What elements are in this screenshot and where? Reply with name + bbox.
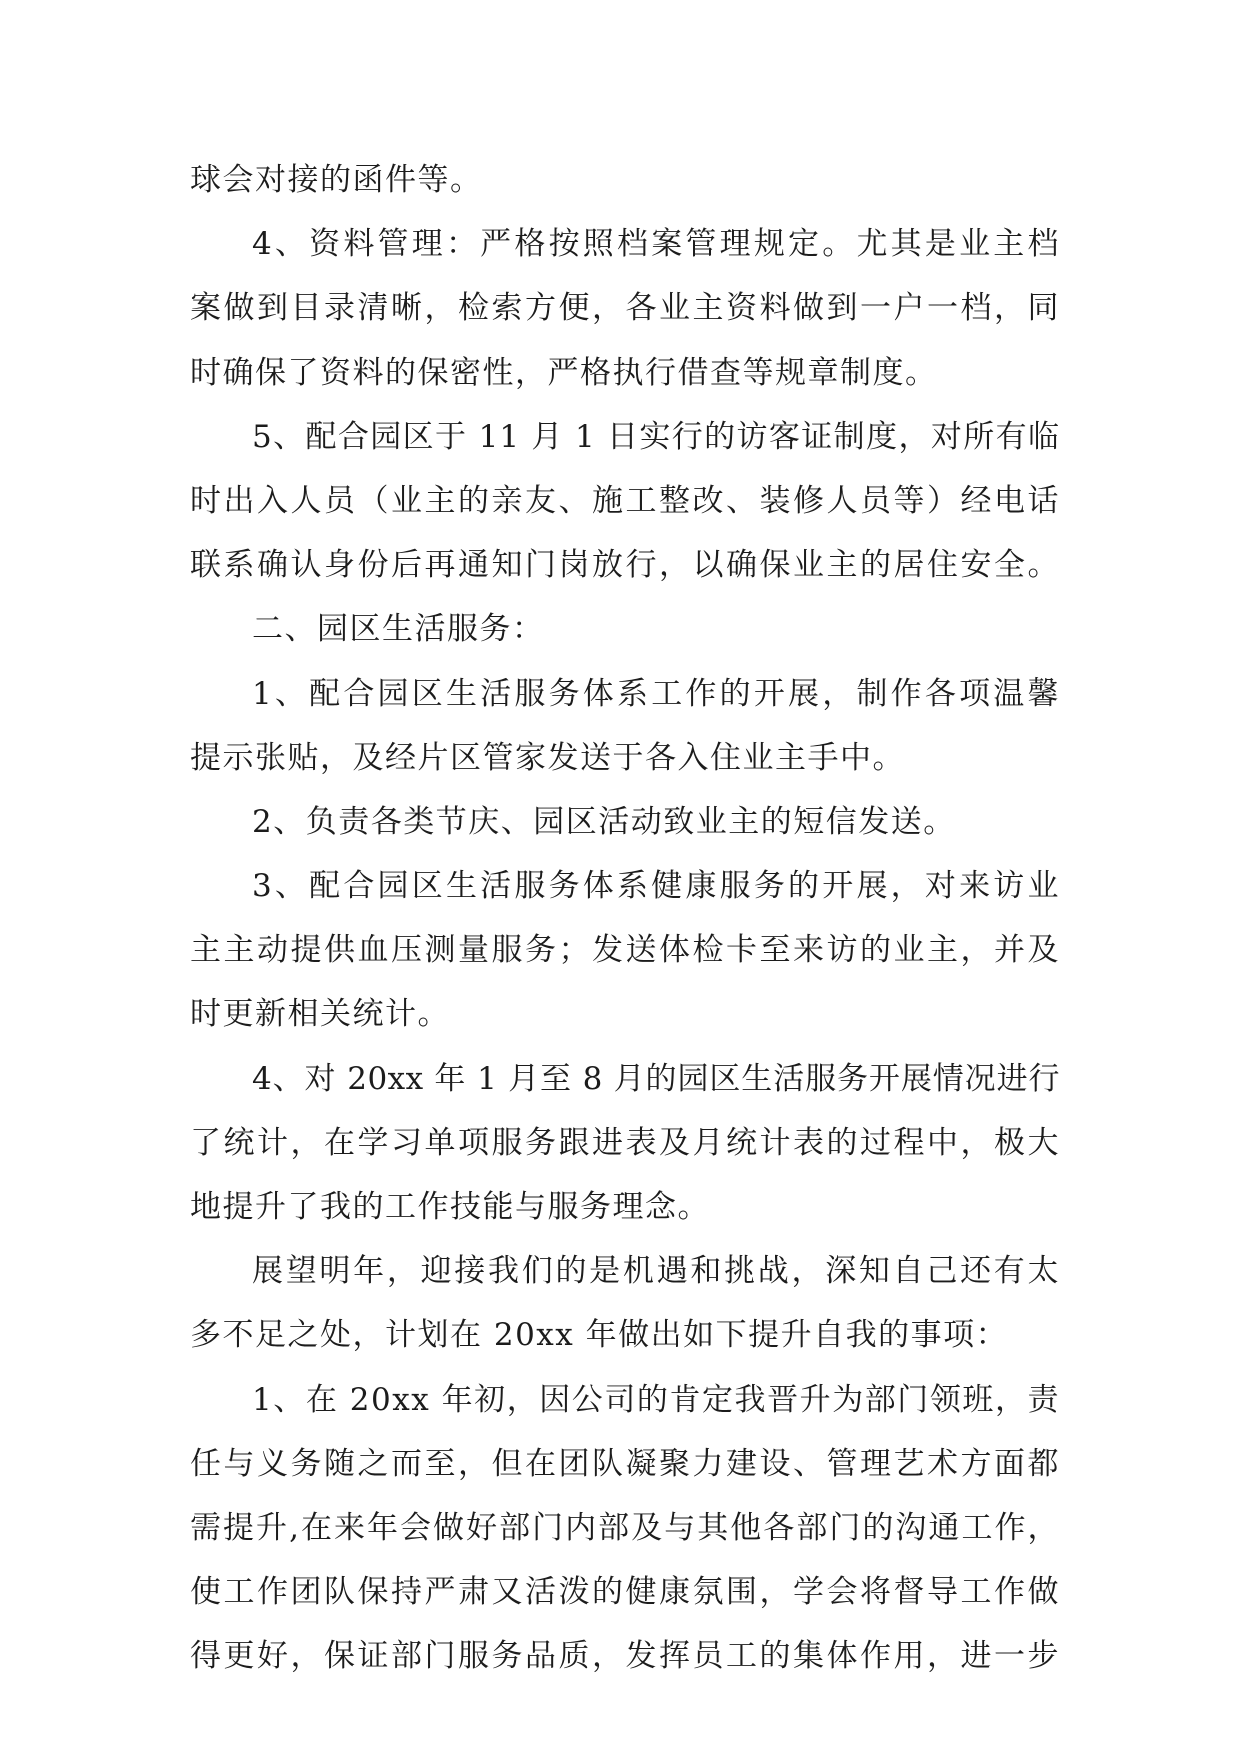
- text-line: 得更好，保证部门服务品质，发挥员工的集体作用，进一步: [190, 1638, 1060, 1675]
- text-line: 使工作团队保持严肃又活泼的健康氛围，学会将督导工作做: [190, 1574, 1060, 1611]
- text-line: 展望明年，迎接我们的是机遇和挑战，深知自己还有太: [252, 1253, 1060, 1290]
- text-line: 3、配合园区生活服务体系健康服务的开展，对来访业: [252, 868, 1060, 905]
- text-line: 1、配合园区生活服务体系工作的开展，制作各项温馨: [252, 675, 1060, 712]
- text-line: 4、对 20xx 年 1 月至 8 月的园区生活服务开展情况进行: [252, 1060, 1060, 1097]
- text-line: 案做到目录清晰，检索方便，各业主资料做到一户一档，同: [190, 290, 1060, 327]
- text-line: 4、资料管理：严格按照档案管理规定。尤其是业主档: [252, 226, 1060, 263]
- text-line: 了统计，在学习单项服务跟进表及月统计表的过程中，极大: [190, 1124, 1060, 1161]
- text-line: 时出入人员（业主的亲友、施工整改、装修人员等）经电话: [190, 482, 1060, 519]
- document-body: [190, 148, 1060, 1689]
- text-line: 5、配合园区于 11 月 1 日实行的访客证制度，对所有临: [252, 418, 1060, 455]
- text-line: 1、在 20xx 年初，因公司的肯定我晋升为部门领班，责: [252, 1381, 1060, 1418]
- text-line: 提示张贴，及经片区管家发送于各入住业主手中。: [190, 739, 905, 776]
- text-line: 任与义务随之而至，但在团队凝聚力建设、管理艺术方面都: [190, 1445, 1060, 1482]
- text-line: 主主动提供血压测量服务；发送体检卡至来访的业主，并及: [190, 932, 1060, 969]
- text-line: 地提升了我的工作技能与服务理念。: [190, 1189, 710, 1225]
- section-heading: 二、园区生活服务：: [252, 611, 545, 648]
- text-line: 多不足之处，计划在 20xx 年做出如下提升自我的事项：: [190, 1317, 1009, 1354]
- text-line: 时更新相关统计。: [190, 996, 450, 1033]
- text-line: 时确保了资料的保密性，严格执行借查等规章制度。: [190, 354, 938, 391]
- text-line: 2、负责各类节庆、园区活动致业主的短信发送。: [252, 803, 956, 840]
- text-line: 球会对接的函件等。: [190, 162, 483, 198]
- text-line: 需提升,在来年会做好部门内部及与其他各部门的沟通工作，: [190, 1509, 1060, 1546]
- text-line: 联系确认身份后再通知门岗放行，以确保业主的居住安全。: [190, 547, 1060, 584]
